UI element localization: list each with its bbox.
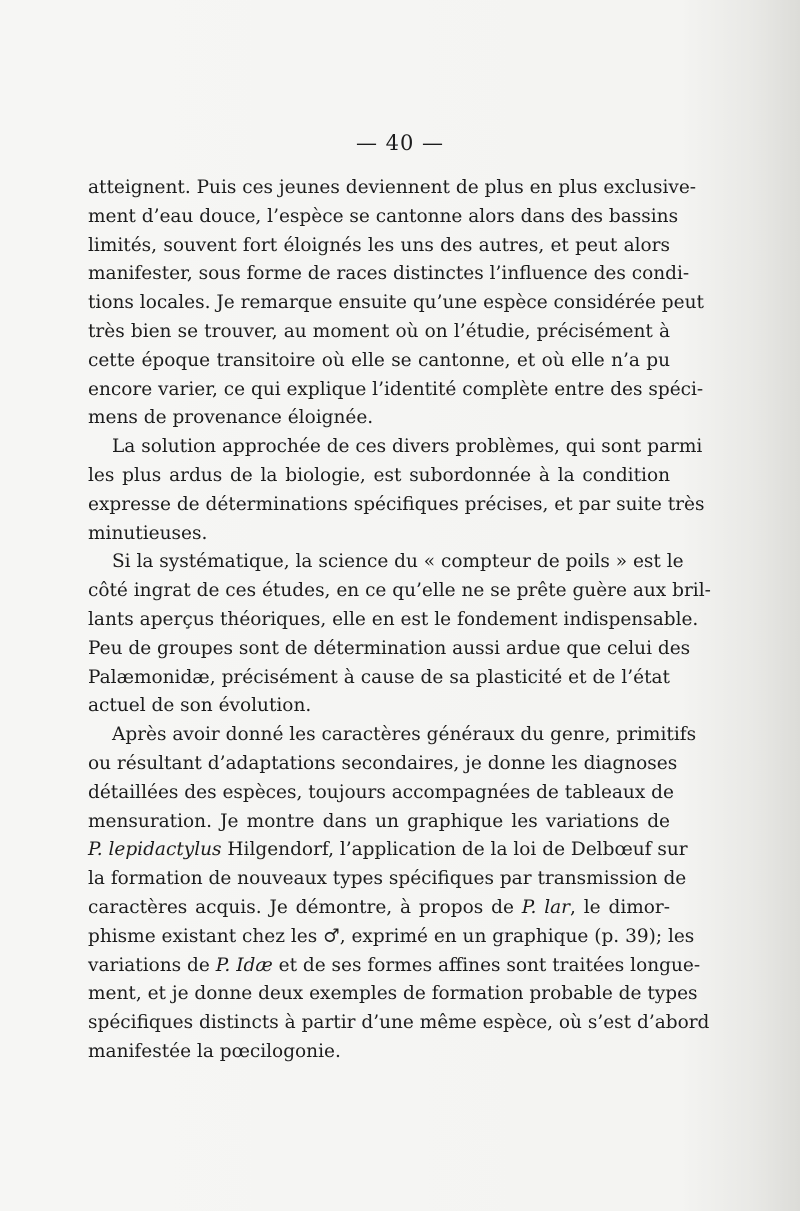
text-line: mens de provenance éloignée. — [88, 407, 374, 429]
paragraph-2 — [88, 433, 705, 548]
text-line: La solution approchée de ces divers problèmes, qui sont parmi — [112, 436, 703, 458]
text-line: très bien se trouver, au moment où on l’étudie, précisément à — [88, 320, 670, 342]
text-line: limités, souvent fort éloignés les uns des autres, et peut alors — [88, 234, 670, 256]
text-line: encore varier, ce qui explique l’identité complète entre des spéci- — [88, 378, 704, 400]
text-line: Après avoir donné les caractères généraux du genre, primitifs — [112, 724, 697, 746]
text-line: phisme existant chez les ♂, exprimé en un graphique (p. 39); les — [88, 925, 695, 947]
text-fragment: variations de — [88, 954, 216, 976]
body-text — [88, 174, 711, 1067]
text-fragment: caractères acquis. Je démontre, à propos de — [88, 896, 522, 918]
text-line: manifester, sous forme de races distinctes l’influence des condi- — [88, 263, 690, 285]
text-line: Si la systématique, la science du « compteur de poils » est le — [112, 551, 684, 573]
text-line: spécifiques distincts à partir d’une même espèce, où s’est d’abord — [88, 1012, 710, 1034]
text-fragment: et de ses formes affines sont traitées longue- — [272, 954, 701, 976]
text-line: lants aperçus théoriques, elle en est le fondement indispensable. — [88, 608, 699, 630]
text-line — [88, 894, 670, 923]
text-line: manifestée la pœcilogonie. — [88, 1040, 341, 1062]
text-line: ment, et je donne deux exemples de formation probable de types — [88, 983, 698, 1005]
text-line: côté ingrat de ces études, en ce qu’elle ne se prête guère aux bril- — [88, 580, 711, 602]
paragraph-3 — [88, 548, 711, 721]
species-name-italic: P. lar — [521, 896, 570, 918]
text-line: atteignent. Puis ces jeunes deviennent de plus en plus exclusive- — [88, 177, 697, 198]
page-number: — 40 — — [355, 131, 445, 155]
text-line: cette époque transitoire où elle se cantonne, et où elle n’a pu — [88, 349, 670, 371]
text-line: détaillées des espèces, toujours accompagnées de tableaux de — [88, 781, 674, 803]
text-line: expresse de déterminations spécifiques précises, et par suite très — [88, 493, 705, 515]
text-line: actuel de son évolution. — [88, 695, 312, 717]
text-line: ou résultant d’adaptations secondaires, je donne les diagnoses — [88, 752, 678, 774]
paragraph-1 — [88, 174, 704, 433]
text-line: tions locales. Je remarque ensuite qu’une espèce considérée peut — [88, 292, 704, 314]
text-line: Peu de groupes sont de détermination aussi ardue que celui des — [88, 637, 691, 659]
text-line — [88, 836, 688, 865]
species-name-italic: P. Idæ — [215, 954, 273, 976]
text-line: la formation de nouveaux types spécifiques par transmission de — [88, 868, 687, 890]
text-line: ment d’eau douce, l’espèce se cantonne alors dans des bassins — [88, 205, 679, 227]
text-line — [88, 952, 701, 981]
text-line: mensuration. Je montre dans un graphique les variations de — [88, 810, 670, 832]
text-fragment: Hilgendorf, l’application de la loi de Delbœuf sur — [221, 839, 688, 861]
text-line: Palæmonidæ, précisément à cause de sa plasticité et de l’état — [88, 666, 670, 688]
text-line: les plus ardus de la biologie, est subordonnée à la condition — [88, 464, 670, 486]
text-fragment: , le dimor- — [570, 896, 671, 918]
text-line: minutieuses. — [88, 522, 208, 544]
paragraph-4 — [88, 721, 710, 1067]
species-name-italic: P. lepidactylus — [88, 839, 222, 861]
